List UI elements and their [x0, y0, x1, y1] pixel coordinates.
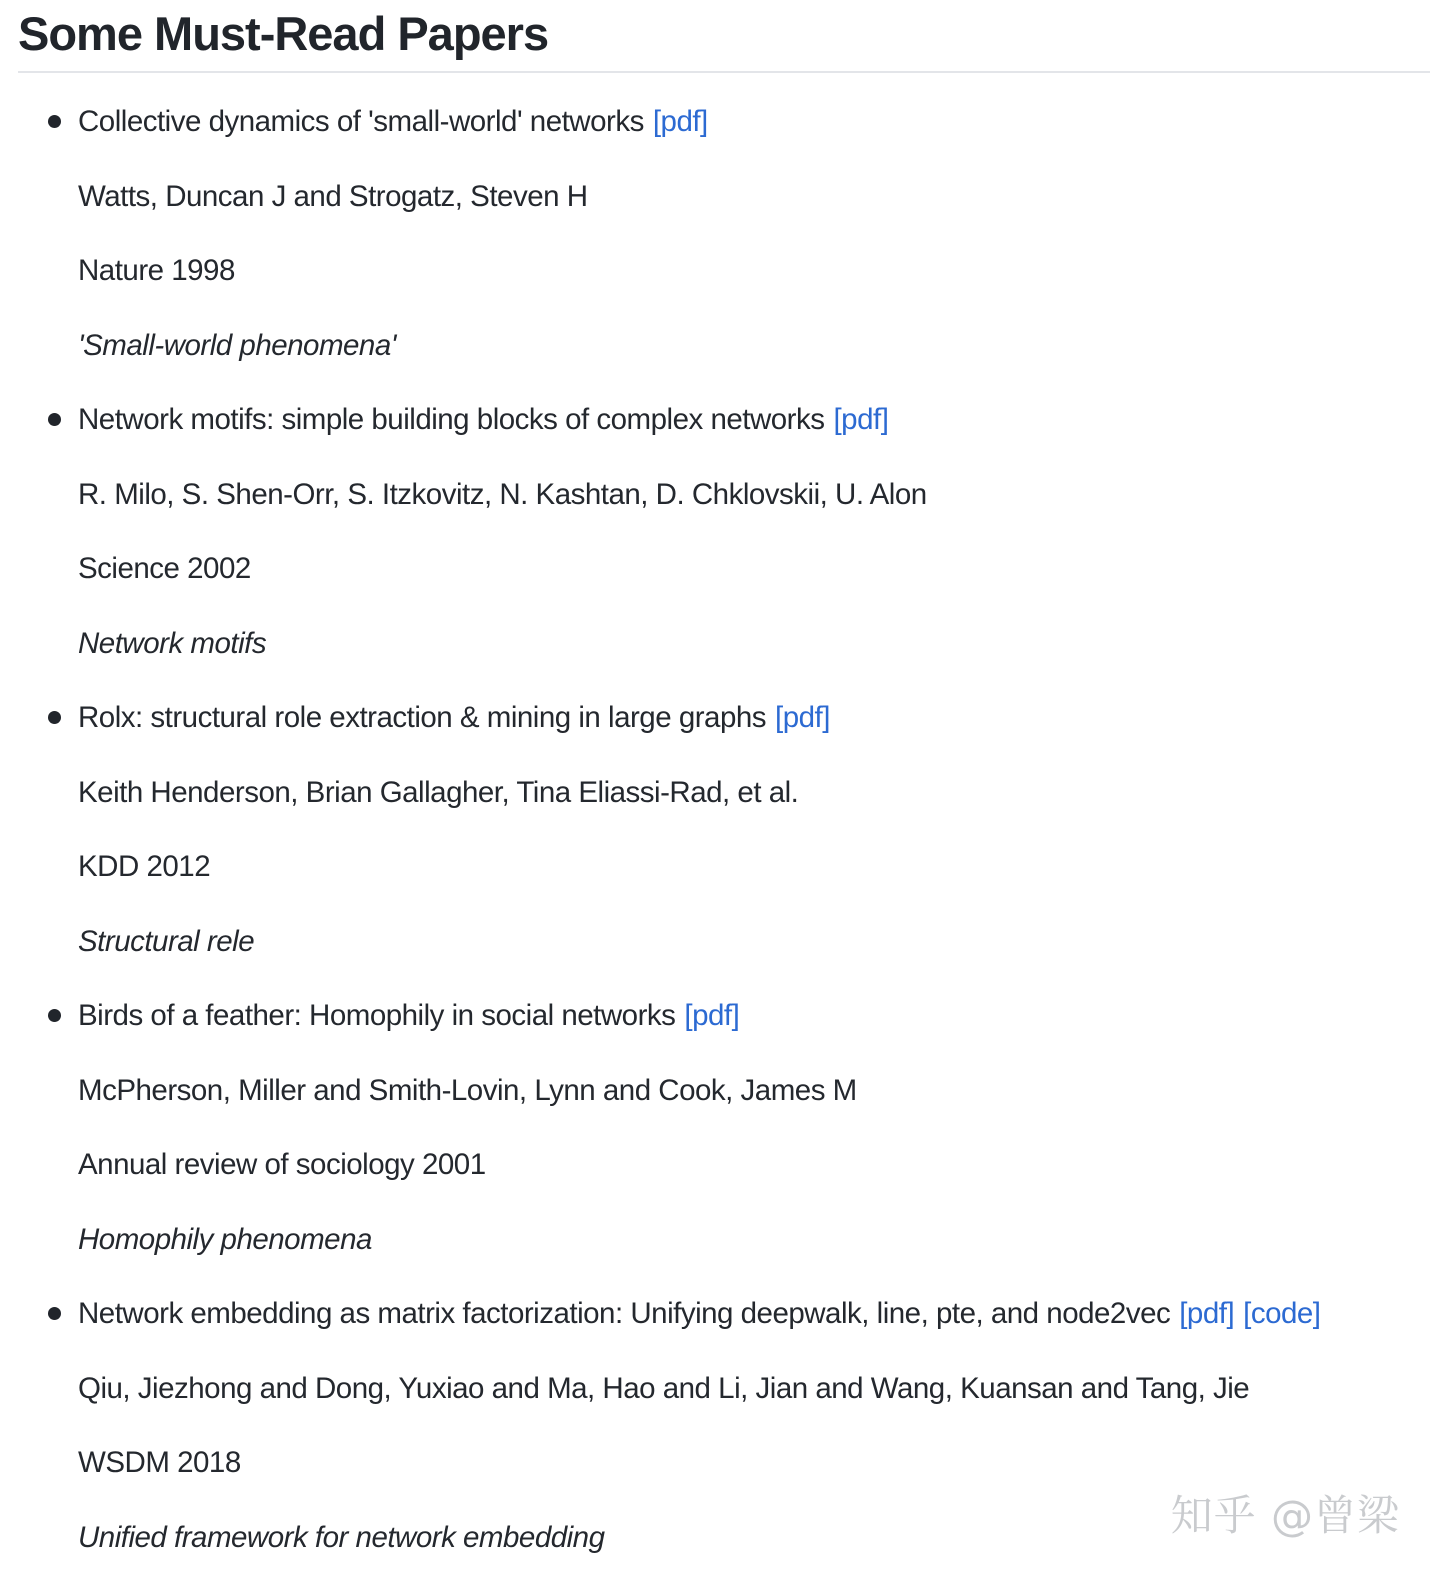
paper-note: Homophily phenomena — [78, 1222, 372, 1256]
paper-note: Network motifs — [78, 626, 267, 660]
paper-links — [824, 403, 888, 436]
pdf-link[interactable]: [pdf] — [652, 105, 708, 138]
paper-authors: Keith Henderson, Brian Gallagher, Tina Eliassi-Rad, et al. — [78, 775, 799, 809]
page-title: Some Must-Read Papers — [18, 7, 549, 60]
paper-title-line — [78, 696, 1430, 740]
paper-title: Network motifs: simple building blocks of complex networks — [78, 403, 825, 436]
paper-links — [1170, 1297, 1320, 1330]
paper-title-line — [78, 994, 1430, 1038]
paper-links — [766, 701, 830, 734]
paper-venue: Nature 1998 — [78, 254, 235, 287]
paper-list — [18, 100, 1430, 1560]
paper-title: Collective dynamics of 'small-world' networks — [78, 105, 644, 138]
paper-note: Unified framework for network embedding — [78, 1520, 605, 1554]
paper-item — [78, 398, 1430, 666]
paper-title-line — [78, 398, 1430, 442]
paper-authors: Watts, Duncan J and Strogatz, Steven H — [78, 179, 588, 213]
paper-item — [78, 696, 1430, 964]
pdf-link[interactable]: [pdf] — [775, 701, 830, 734]
paper-note: 'Small-world phenomena' — [78, 328, 396, 362]
pdf-link[interactable]: [pdf] — [684, 999, 740, 1032]
paper-venue: WSDM 2018 — [78, 1446, 241, 1479]
watermark: 知乎 @曾梁 — [1170, 1491, 1400, 1540]
paper-authors: R. Milo, S. Shen-Orr, S. Itzkovitz, N. Kashtan, D. Chklovskii, U. Alon — [78, 477, 927, 511]
heading-divider — [18, 71, 1430, 73]
paper-authors: McPherson, Miller and Smith-Lovin, Lynn and Cook, James M — [78, 1073, 857, 1107]
paper-title: Rolx: structural role extraction & mining in large graphs — [78, 701, 767, 734]
pdf-link[interactable]: [pdf] — [833, 403, 889, 436]
paper-note: Structural rele — [78, 924, 255, 958]
paper-title: Birds of a feather: Homophily in social networks — [78, 999, 676, 1032]
paper-title-line — [78, 100, 1430, 144]
paper-links — [675, 999, 739, 1032]
paper-venue: KDD 2012 — [78, 850, 211, 883]
paper-venue: Science 2002 — [78, 552, 251, 585]
paper-links — [644, 105, 708, 138]
pdf-link[interactable]: [pdf] — [1179, 1297, 1235, 1330]
paper-venue: Annual review of sociology 2001 — [78, 1148, 486, 1181]
paper-title-line — [78, 1292, 1430, 1336]
paper-title: Network embedding as matrix factorization: Unifying deepwalk, line, pte, and node2vec — [78, 1297, 1171, 1330]
paper-authors: Qiu, Jiezhong and Dong, Yuxiao and Ma, Hao and Li, Jian and Wang, Kuansan and Tang, Jie — [78, 1371, 1250, 1405]
paper-item — [78, 994, 1430, 1262]
code-link[interactable]: [code] — [1243, 1297, 1321, 1330]
paper-item — [78, 100, 1430, 368]
